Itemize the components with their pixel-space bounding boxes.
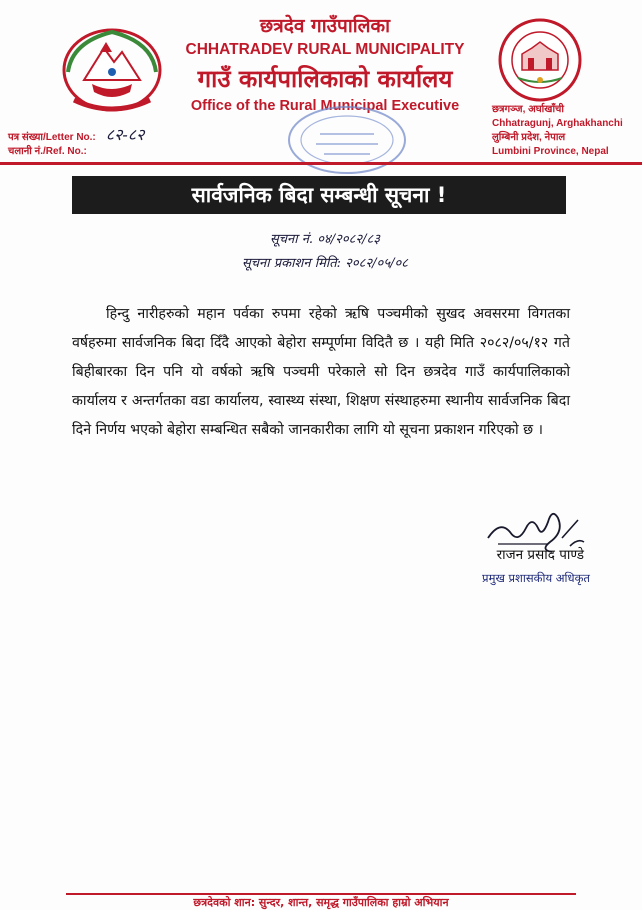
letter-number-label: पत्र संख्या/Letter No.: — [8, 132, 96, 143]
address-line: छत्रगञ्ज, अर्घाखाँची — [492, 104, 564, 115]
organization-name-nepali: छत्रदेव गाउँपालिका — [259, 15, 391, 37]
office-name-nepali: गाउँ कार्यपालिकाको कार्यालय — [197, 65, 453, 93]
office-stamp-icon — [286, 104, 408, 176]
municipality-seal-icon — [498, 18, 582, 102]
footer-divider — [66, 893, 576, 895]
notice-meta — [170, 228, 480, 276]
reference-block — [8, 125, 145, 159]
notice-body: हिन्दु नारीहरुको महान पर्वका रुपमा रहेको ऋषि पञ्चमीको सुखद अवसरमा विगतका वर्षहरुमा सार्वजनिक बिदा दिँदै आएको बेहोरा सम्पूर्णमा विदितै छ । यही मिति २०८२/०५/१२ गते बिहीबारका दिन पनि यो वर्षको ऋषि पञ्चमी परेकाले सो दिन छत्रदेव गाउँ कार्यपालिकाको कार्यालय र अन्तर्गतका वडा कार्यालय, स्वास्थ्य संस्था, शिक्षण संस्थाहरुमा स्थानीय सार्वजनिक बिदा दिने निर्णय भएको बेहोरा सम्बन्धित सबैको जानकारीका लागि यो सूचना प्रकाशन गरिएको छ । — [72, 306, 570, 438]
notice-title: सार्वजनिक बिदा सम्बन्धी सूचना ! — [72, 176, 566, 214]
office-name-english: Office of the Rural Municipal Executive — [190, 98, 460, 114]
address-line: Lumbini Province, Nepal — [492, 146, 609, 157]
address-line: Chhatragunj, Arghakhanchi — [492, 118, 623, 129]
notice-publish-date: सूचना प्रकाशन मिति: २०८२/०५/०८ — [242, 256, 408, 271]
header-divider — [0, 162, 642, 165]
letter-number-line — [8, 125, 145, 145]
organization-name-english: CHHATRADEV RURAL MUNICIPALITY — [185, 41, 465, 58]
nepal-emblem-icon — [60, 22, 164, 114]
footer-slogan: छत्रदेवको शान: सुन्दर, शान्त, समृद्ध गाउँपालिका हाम्रो अभियान — [193, 896, 449, 909]
signatory-name: राजन प्रसाद पाण्डे — [496, 547, 584, 563]
ref-number-line — [8, 145, 144, 159]
address-line: लुम्बिनी प्रदेश, नेपाल — [492, 132, 566, 143]
letter-number-value: ८२-८२ — [105, 125, 145, 144]
office-address — [492, 103, 640, 159]
ref-number-label: चलानी नं./Ref. No.: — [8, 146, 87, 157]
signatory-title: प्रमुख प्रशासकीय अधिकृत — [482, 571, 590, 585]
notice-number: सूचना नं. ०४/२०८२/८३ — [269, 232, 381, 247]
